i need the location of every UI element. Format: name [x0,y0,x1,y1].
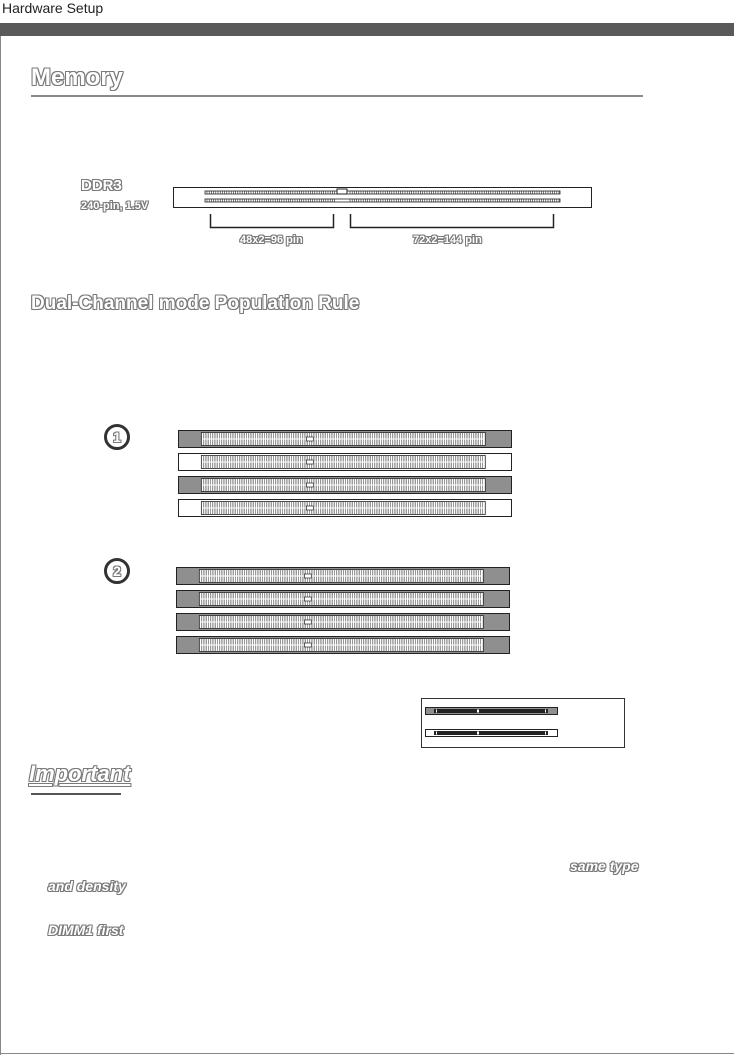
page-header-title: Hardware Setup [2,0,104,16]
note-dimm1-first: DIMM1 first [48,922,124,938]
pin-count-left: 48x2=96 pin [240,234,303,246]
dimm-slot-4 [177,637,510,654]
dimm-slot-3 [177,614,510,631]
dimm-slot-3 [179,477,512,494]
legend-slot-empty [426,730,558,737]
ddr3-module-diagram [170,184,594,234]
step-2-badge: 2 [104,558,130,584]
important-rule [31,793,121,795]
important-heading: Important [29,761,131,786]
section-title-memory: Memory [31,64,124,91]
ddr3-module-outline [174,188,592,208]
dimm-slot-2 [177,591,510,608]
legend-slot-installed [426,708,558,715]
note-and-density: and density [48,878,126,894]
pin-count-right: 72x2=144 pin [413,234,482,246]
section-title-population-rule: Dual-Channel mode Population Rule [31,293,360,314]
ddr3-label: DDR3 [81,177,122,194]
step-1-badge: 1 [104,424,130,450]
dimm-slot-1 [179,431,512,448]
bracket-left [211,214,334,228]
step-1-slots [176,430,516,520]
dimm-slot-4 [179,500,512,517]
legend-slots [422,699,626,749]
frame-left-line [0,36,1,1055]
dimm-slot-1 [177,568,510,585]
note-same-type: same type [570,858,639,874]
ddr3-spec: 240-pin, 1.5V [81,200,149,212]
bracket-right [351,214,554,228]
section-title-rule [31,95,643,97]
header-bar [0,23,734,36]
frame-bottom-line [0,1053,734,1054]
legend-box [421,698,625,748]
step-2-slots [174,567,514,657]
dimm-slot-2 [179,454,512,471]
ddr3-notch [337,189,347,194]
